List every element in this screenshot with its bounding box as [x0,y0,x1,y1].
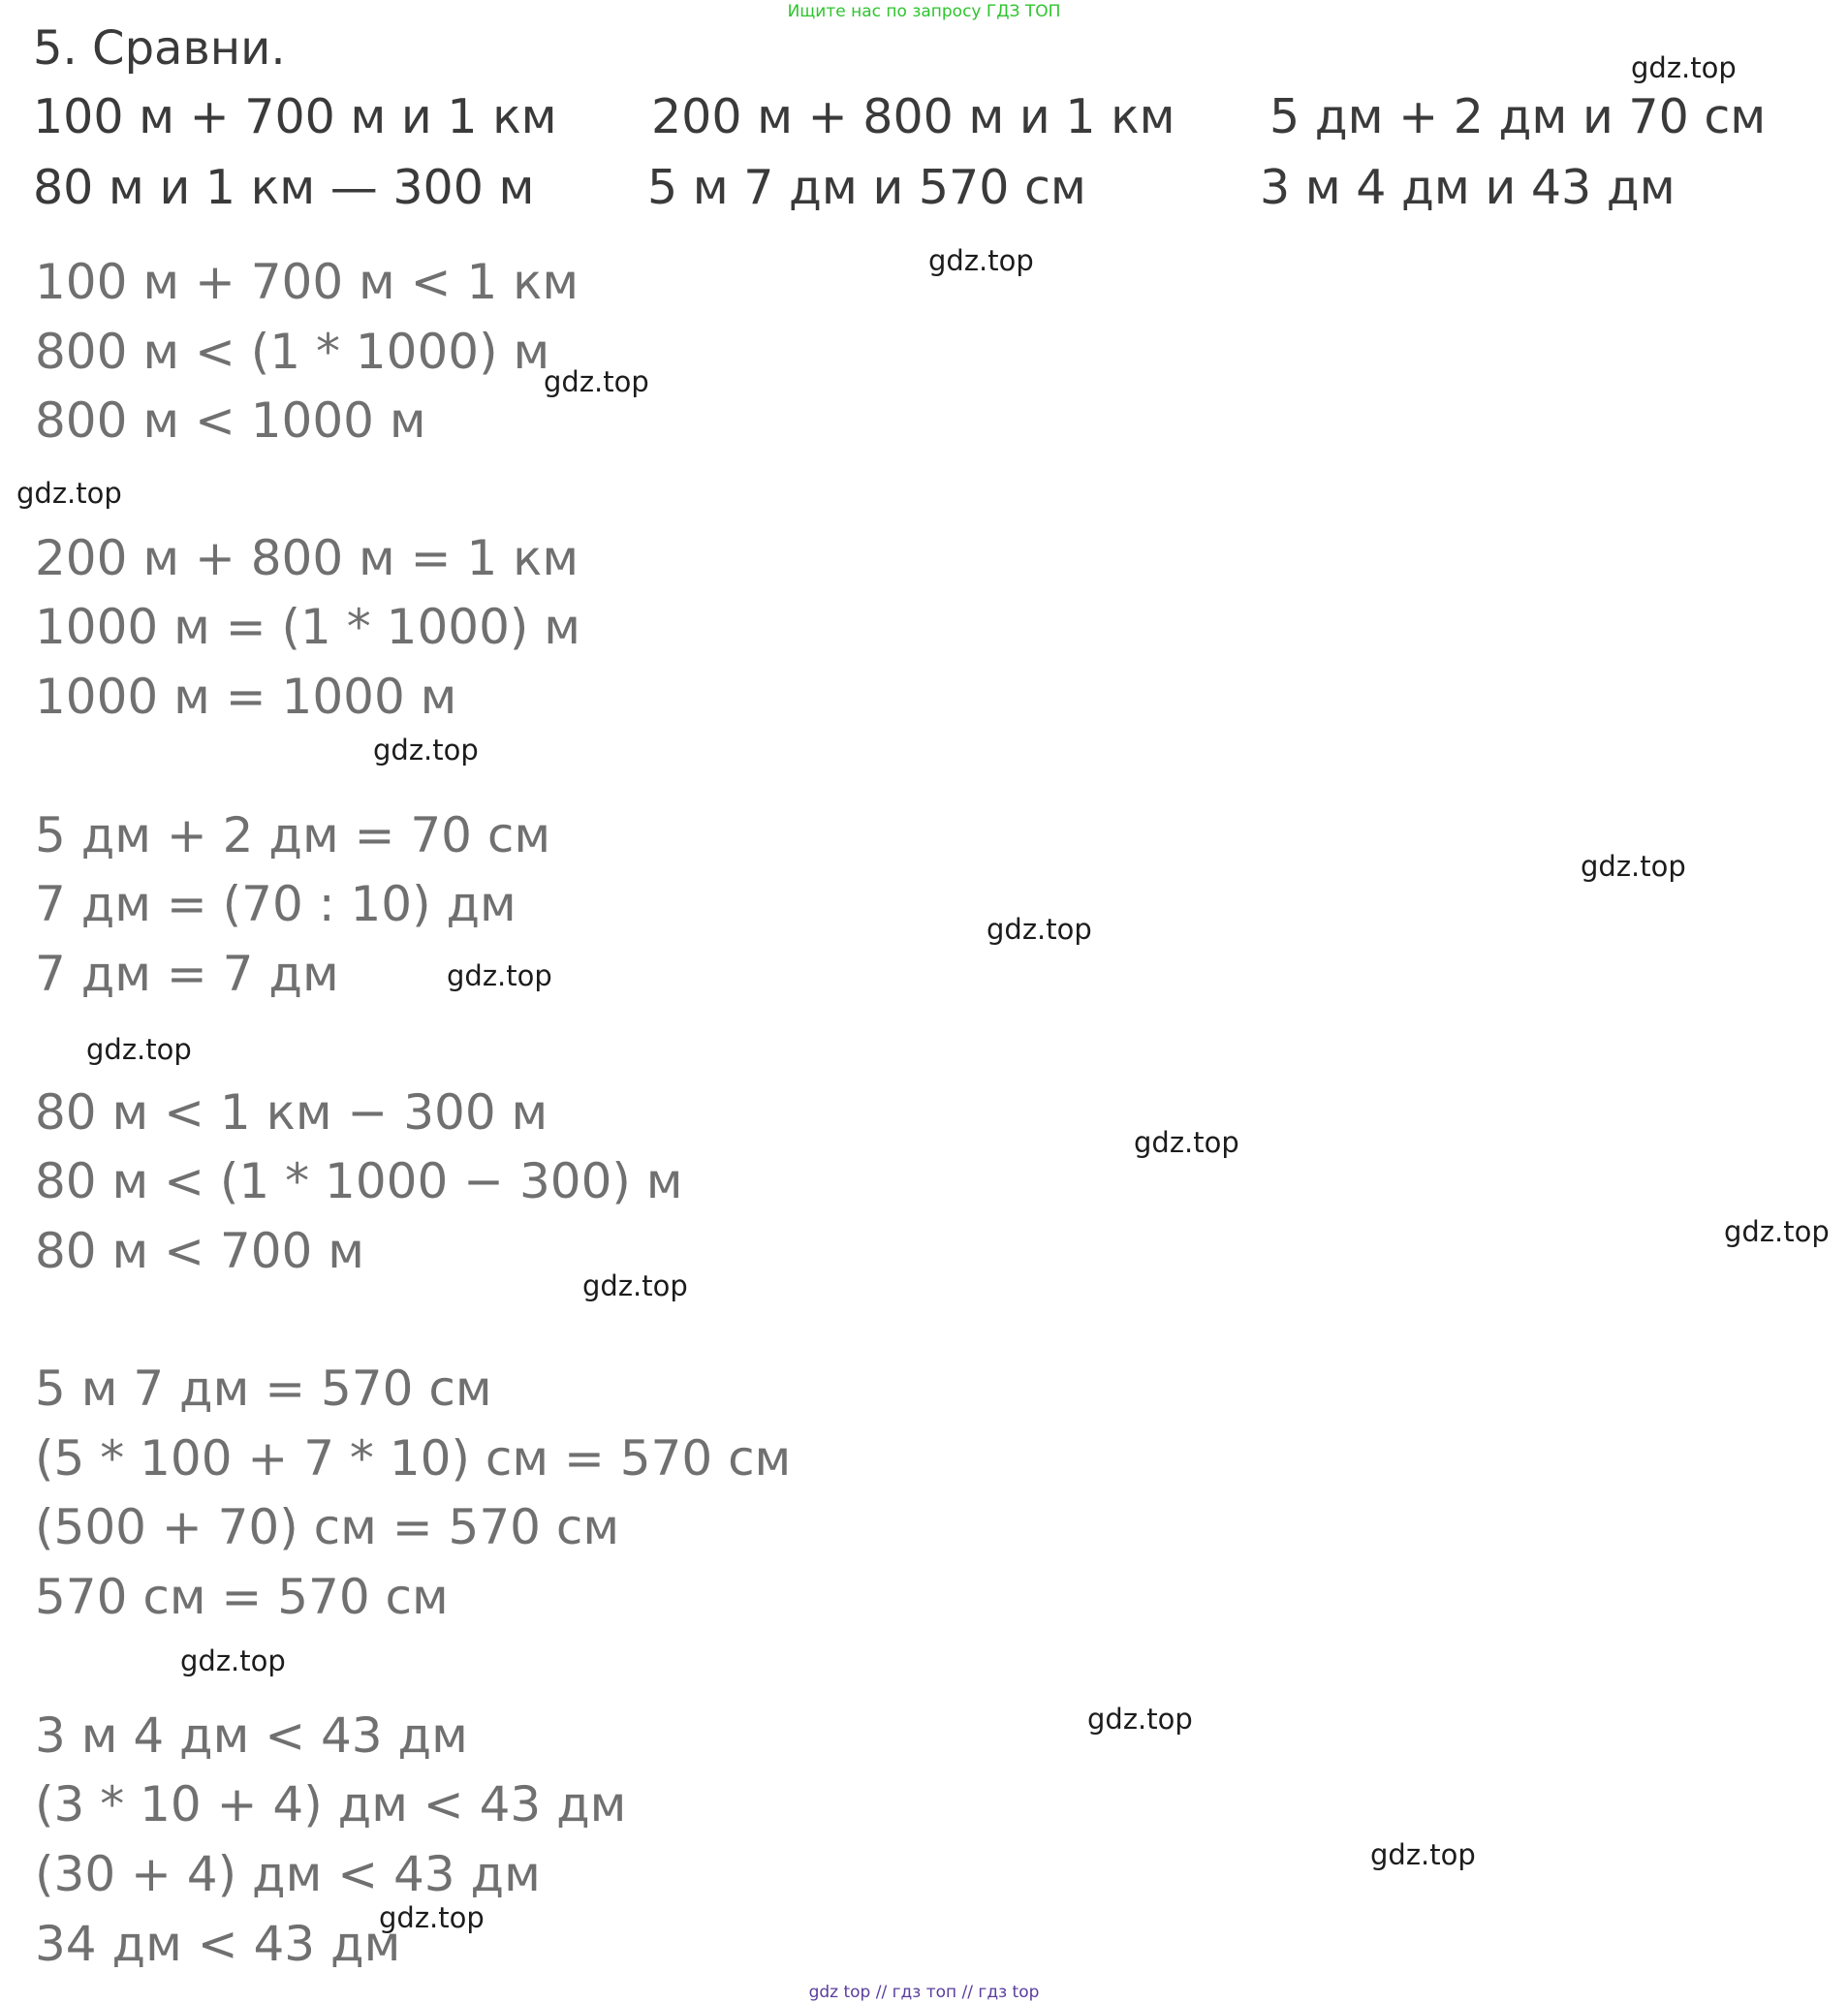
solution-1-line-1: 100 м + 700 м < 1 км [35,254,579,310]
watermark: gdz.top [16,477,122,510]
watermark: gdz.top [987,913,1092,946]
solution-1-line-3: 800 м < 1000 м [35,392,426,449]
task-2: 200 м + 800 м и 1 км [651,89,1175,144]
solution-6-line-2: (3 * 10 + 4) дм < 43 дм [35,1776,627,1832]
task-1: 100 м + 700 м и 1 км [33,89,557,144]
footer-links: gdz top // гдз топ // гдз top [808,1983,1040,2002]
solution-5-line-1: 5 м 7 дм = 570 см [35,1361,492,1417]
watermark: gdz.top [1087,1703,1193,1736]
watermark: gdz.top [1370,1838,1476,1871]
solution-4-line-1: 80 м < 1 км − 300 м [35,1084,548,1141]
watermark: gdz.top [582,1269,688,1302]
watermark: gdz.top [928,244,1034,277]
watermark: gdz.top [1134,1126,1239,1159]
watermark: gdz.top [447,959,552,992]
watermark: gdz.top [180,1644,286,1677]
solution-6-line-3: (30 + 4) дм < 43 дм [35,1846,541,1902]
solution-5-line-2: (5 * 100 + 7 * 10) см = 570 см [35,1430,792,1487]
watermark: gdz.top [1581,850,1686,883]
top-banner: Ищите нас по запросу ГДЗ ТОП [787,2,1061,21]
solution-2-line-3: 1000 м = 1000 м [35,669,457,725]
watermark: gdz.top [373,734,479,767]
solution-4-line-3: 80 м < 700 м [35,1223,364,1279]
watermark: gdz.top [86,1033,192,1066]
watermark: gdz.top [1631,51,1737,84]
solution-1-line-2: 800 м < (1 * 1000) м [35,324,550,380]
exercise-title: 5. Сравни. [33,21,286,76]
solution-3-line-3: 7 дм = 7 дм [35,946,339,1002]
solution-5-line-4: 570 см = 570 см [35,1569,449,1625]
solution-2-line-2: 1000 м = (1 * 1000) м [35,599,581,655]
solution-6-line-4: 34 дм < 43 дм [35,1916,401,1972]
solution-3-line-1: 5 дм + 2 дм = 70 см [35,807,551,863]
solution-5-line-3: (500 + 70) см = 570 см [35,1499,620,1555]
watermark: gdz.top [544,365,649,398]
task-6: 3 м 4 дм и 43 дм [1260,160,1676,215]
solution-2-line-1: 200 м + 800 м = 1 км [35,530,579,586]
task-5: 5 м 7 дм и 570 см [647,160,1086,215]
task-4: 80 м и 1 км — 300 м [33,160,535,215]
task-3: 5 дм + 2 дм и 70 см [1269,89,1767,144]
watermark: gdz.top [1724,1215,1830,1248]
solution-4-line-2: 80 м < (1 * 1000 − 300) м [35,1153,683,1209]
solution-3-line-2: 7 дм = (70 : 10) дм [35,876,517,932]
solution-6-line-1: 3 м 4 дм < 43 дм [35,1707,468,1764]
watermark: gdz.top [379,1901,485,1934]
